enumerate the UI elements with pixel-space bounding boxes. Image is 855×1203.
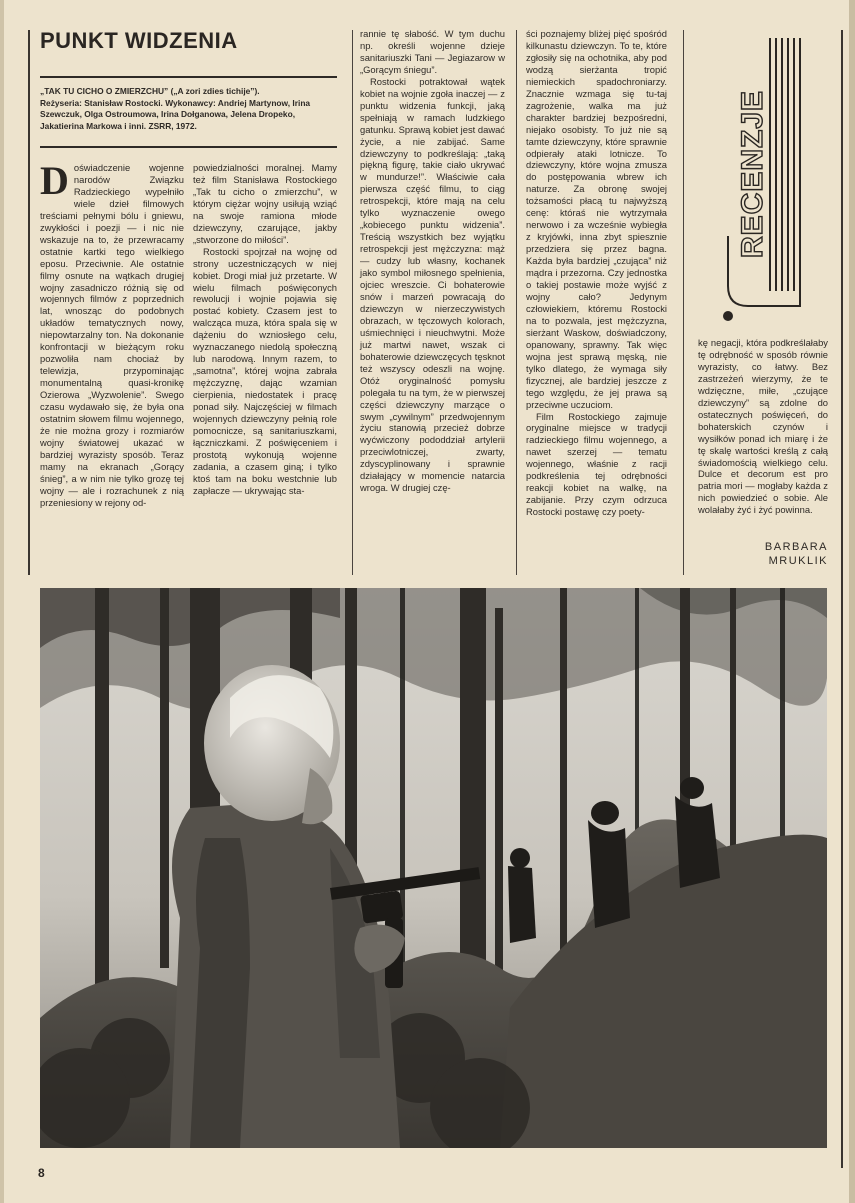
paragraph: Rostocki spojrzał na wojnę od strony uczestniczących w niej kobiet. Drogi miał już przetarte. W wielu filmach poświęconych rewolucji i wojnie pojawia się postać kobiety. Czasem jest to walcząca muza, która spala się w dążeniu do wzniosłego celu, wyznaczanego niedolą społeczną lub narodową. Innym razem, to „samotna”, której wojna zabrała mężczyznę, dając wzamian cierpienia, niedostatek i pracę ponad siły. Najczęściej w filmach wojennych dziewczyny pełnią role pomocnicze, są sanitariuszkami, łączniczkami. Z poświęceniem i prostotą wykonują wojenne zadania, a czasem giną; i tylko ktoś tam na boku westchnie lub zapłacze — ukrywając sta- bbox=[193, 245, 337, 496]
paragraph: rannie tę słabość. W tym duchu np. określi wojenne dzieje sanitariuszki Tani — Jegiazarow w „Gorącym śniegu”. bbox=[360, 28, 505, 75]
paragraph: Film Rostockiego zajmuje oryginalne miejsce w tradycji radzieckiego filmu wojennego, a nawet szerzej — tematu wojennego, właśnie z racji podkreślenia tej odrębności reakcji kobiet na walkę, na zabijanie. Przy czym odrzuca Rostocki postawę czy poety- bbox=[526, 410, 667, 518]
recenzje-logo bbox=[714, 36, 812, 336]
article-column-5 bbox=[698, 337, 828, 516]
page-number: 8 bbox=[38, 1166, 45, 1180]
credits-cast-line: Reżyseria: Stanisław Rostocki. Wykonawcy: Andriej Martynow, Irina Szewczuk, Olga Ostroumowa, Irina Dołganowa, Jelena Dropeko, Jakatierina Markowa i inni. ZSRR, 1972. bbox=[40, 97, 311, 131]
right-frame-rule bbox=[841, 30, 843, 1168]
author-signature bbox=[700, 540, 828, 568]
paragraph: Rostocki potraktował wątek kobiet na wojnie zgoła inaczej — z punktu widzenia funkcji, jaką spełniają w ramach ludzkiego gatunku. Sprawą kobiet jest dawać życie, a nie zabijać. Same dziewczyny to podkreślają: „taką piękną figurę, takie ciało ukrywać w mundurze!”. Właściwie cała pierwsza część filmu, to ciąg retrospekcji, które mają na celu tylko wyznaczenie owego „kobiecego punktu widzenia”. Treścią wszystkich bez wyjątku retrospekcji jest mężczyzna: mąż — cudzy lub własny, kochanek jako symbol miłosnego spełnienia, ojciec wreszcie. Ci bohaterowie snów i marzeń powracają do dziewczyn w nierzeczywistych obrazach, w tęczowych kolorach, uśmiechnięci i nieuchwytni. Może już martwi nawet, wszak ci bohaterowie dziewczęcych tęsknot też wszyscy odeszli na wojnę. Otóż oryginalność pomysłu polegała tu na tym, że w pierwszej części dziewczyny marzące o swym „cywilnym” przedwojennym życiu stanowią przecież dobrze wyćwiczony pododdział artylerii przeciwlotniczej, zwarty, zdyscyplinowany i sprawnie działający w momencie natarcia wroga. W drugiej czę- bbox=[360, 75, 505, 494]
film-credits bbox=[40, 86, 337, 132]
film-still-illustration bbox=[40, 588, 827, 1148]
left-frame-rule bbox=[28, 30, 30, 575]
recenzje-logo-graphic bbox=[714, 36, 812, 336]
paragraph: ści poznajemy bliżej pięć spośród kilkunastu dziewczyn. To te, które zgłosiły się na ochotnika, aby pod wodzą sierżanta tropić niemieckich spadochroniarzy. Znacznie wzmaga się tu-taj zagrożenie, walka ma już charakter bardziej bezpośredni, niejako osobisty. To już nie są tamte dziewczyny, które sprawnie odpierały ataki lotnicze. To dziewczyny, które wojna zmusza do postępowania wbrew ich naturze. Za obronę swojej tożsamości płacą tu najwyższą cenę: któraś nie wytrzymała nerwowo i za wcześnie wybiegła z kryjówki, inna zbyt spiesznie przedziera się przez bagna. Każda była bardziej „czująca” niż mądra i przezorna. Czy jednostka o takiej postawie może wyjść z wojny cało? Jedynym człowiekiem, któremu Rostocki na to pozwala, jest mężczyzna, sierżant Waskow, doświadczony, opanowany, sprawny. Tak więc wojna jest sprawą męską, nie tylko dlatego, że wymaga siły fizycznej, ale bardziej jeszcze z tego względu, że jej prawa są przeciwne uczuciom. bbox=[526, 28, 667, 410]
logo-text: RECENZJE bbox=[736, 89, 769, 258]
credits-title-line: „TAK TU CICHO O ZMIERZCHU” („A zori zdies tichije”). bbox=[40, 86, 260, 96]
author-last-name: MRUKLIK bbox=[768, 555, 828, 567]
paragraph: oświadczenie wojenne narodów Związku Radzieckiego wypełniło wiele dzieł filmowych treściami pełnymi bólu i gniewu, zwykłości i poezji — i nic nie wskazuje na to, że przewracamy ostatnie kartki tego wielkiego eposu. Przeciwnie. Ale ostatnie filmy osnute na wątkach drugiej wojny zasadniczo różnią się od wojennych filmów z poprzednich lat, wnosząc do podobnych układów tematycznych nowy, niepowtarzalny ton. Na dokonanie konfrontacji w bieżącym roku pozwoliła nam chociaż by telewizja, przypominając monumentalną quasi-kronikę Ozierowa „Wyzwolenie”. Swego czasu wydawało się, że była ona ostatnim słowem filmu wojennego, że nie można grozy i rozmiarów wojny światowej ukazać w bardziej wyrazisty sposób. Teraz mamy na ekranach „Gorący śnieg”, a w nim nie tylko grozę tej wojny — ale i rozrachunek z nią przeniesiony w rejony od- bbox=[40, 162, 184, 508]
paragraph: powiedzialności moralnej. Mamy też film Stanisława Rostockiego „Tak tu cicho o zmierzchu”, w którym ciężar wojny usiłują wziąć na swoje ramiona młode dziewczyny, czarujące, jakby „stworzone do miłości”. bbox=[193, 162, 337, 245]
column-separator bbox=[683, 30, 684, 575]
article-column-3 bbox=[360, 28, 505, 494]
paragraph: kę negacji, która podkreślałaby tę odrębność w sposób równie wyrazisty, co łatwy. Bez zastrzeżeń wierzymy, że te wdzięczne, miłe, „czujące dziewczyny” są zdolne do ostatecznych poświęceń, do bohaterskich czynów i wysiłków ponad ich miarę i że tę skalę wartości kreślą z całą świadomością wielkiego celu. Dulce et decorum est pro patria mori — mogłaby każda z nich powiedzieć o sobie. Ale wolałaby żyć i żyć powinna. bbox=[698, 337, 828, 516]
section-title: PUNKT WIDZENIA bbox=[40, 28, 238, 53]
title-rule-top bbox=[40, 76, 337, 78]
author-first-name: BARBARA bbox=[764, 541, 828, 553]
column-separator bbox=[516, 30, 517, 575]
drop-cap: D bbox=[40, 158, 69, 203]
film-still-photo bbox=[40, 588, 827, 1148]
article-column-1 bbox=[40, 158, 184, 509]
logo-dot bbox=[723, 311, 733, 321]
article-column-4 bbox=[526, 28, 667, 518]
credits-rule-bottom bbox=[40, 146, 337, 148]
article-column-2 bbox=[193, 162, 337, 497]
column-separator bbox=[352, 30, 353, 575]
